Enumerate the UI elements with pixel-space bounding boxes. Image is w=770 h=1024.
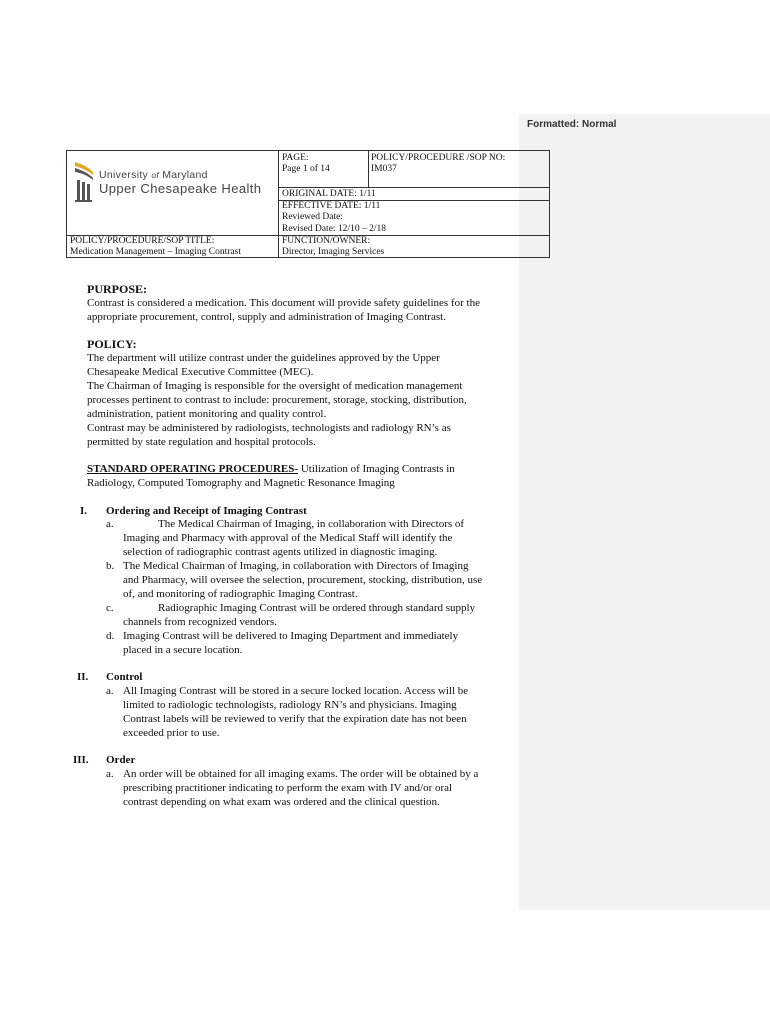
item-line: channels from recognized vendors. [123,616,277,628]
item-letter: d. [106,630,115,642]
purpose-heading: PURPOSE: [87,282,147,296]
policy-heading: POLICY: [87,337,137,351]
item-letter: a. [106,768,114,780]
section-number: I. [80,505,88,517]
umuch-logo [73,156,273,206]
item-line: An order will be obtained for all imaging exams. The order will be obtained by a [123,768,479,780]
item-line: Contrast labels will be reviewed to verify that the expiration date has not been [123,713,467,725]
logo-emblem-icon [73,160,95,204]
item-line: The Medical Chairman of Imaging, in collaboration with Directors of Imaging [123,560,469,572]
item-line: Imaging and Pharmacy with approval of the Medical Staff will identify the [123,532,453,544]
item-letter: a. [106,685,114,697]
section-title: Ordering and Receipt of Imaging Contrast [106,505,307,517]
effective-date: EFFECTIVE DATE: 1/11 [282,201,381,211]
sop-no-label: POLICY/PROCEDURE /SOP NO: [371,153,506,163]
comment-pane-title: Formatted: Normal [527,119,617,130]
policy-line: administration, patient monitoring and quality control. [87,408,327,420]
policy-line: processes pertinent to contrast to include: procurement, storage, stocking, distribution, [87,394,467,406]
sop-line: Radiology, Computed Tomography and Magnetic Resonance Imaging [87,477,395,489]
header-table [66,150,550,258]
item-letter: b. [106,560,115,572]
purpose-line: appropriate procurement, control, supply and administration of Imaging Contrast. [87,311,446,323]
item-letter: a. [106,518,114,530]
policy-line: permitted by state regulation and hospital protocols. [87,436,316,448]
section-title: Order [106,754,136,766]
item-line: selection of radiographic contrast agents utilized in diagnostic imaging. [123,546,438,558]
item-line: All Imaging Contrast will be stored in a secure locked location. Access will be [123,685,469,697]
section-number: II. [77,671,89,683]
revised-date: Revised Date: 12/10 – 2/18 [282,224,386,234]
item-line: exceeded prior to use. [123,727,220,739]
item-line: Radiographic Imaging Contrast will be ordered through standard supply [158,602,476,614]
item-line: and Pharmacy, will oversee the selection, procurement, stocking, distribution, use [123,574,483,586]
item-line: contrast depending on what exam was ordered and the clinical question. [123,796,440,808]
item-line: of, and monitoring of radiographic Imaging Contrast. [123,588,358,600]
title-label: POLICY/PROCEDURE/SOP TITLE: [70,236,215,246]
item-line: placed in a secure location. [123,644,243,656]
section-number: III. [73,754,89,766]
title-value: Medication Management – Imaging Contrast [70,247,241,257]
item-line: limited to radiologic technologists, radiology RN’s and physicians. Imaging [123,699,457,711]
sop-heading: STANDARD OPERATING PROCEDURES- Utilization of Imaging Contrasts in [87,463,455,475]
section-title: Control [106,671,143,683]
function-value: Director, Imaging Services [282,247,385,257]
item-letter: c. [106,602,114,614]
original-date: ORIGINAL DATE: 1/11 [282,189,376,199]
sop-no-value: IM037 [371,164,397,174]
page-label: PAGE: [282,153,309,163]
item-line: Imaging Contrast will be delivered to Imaging Department and immediately [123,630,459,642]
comment-pane [519,114,770,910]
policy-line: The Chairman of Imaging is responsible for the oversight of medication management [87,380,463,392]
reviewed-date: Reviewed Date: [282,212,343,222]
policy-line: Chesapeake Medical Executive Committee (MEC). [87,366,314,378]
policy-line: Contrast may be administered by radiologists, technologists and radiology RN’s as [87,422,451,434]
policy-line: The department will utilize contrast under the guidelines approved by the Upper [87,352,440,364]
function-label: FUNCTION/OWNER: [282,236,371,246]
item-line: The Medical Chairman of Imaging, in collaboration with Directors of [158,518,465,530]
logo-health-text: Upper Chesapeake Health [99,181,262,196]
page-value: Page 1 of 14 [282,164,330,174]
purpose-line: Contrast is considered a medication. This document will provide safety guidelines for the [87,297,480,309]
logo-university-text: University of Maryland [99,169,208,181]
item-line: prescribing practitioner indicating to perform the exam with IV and/or oral [123,782,453,794]
